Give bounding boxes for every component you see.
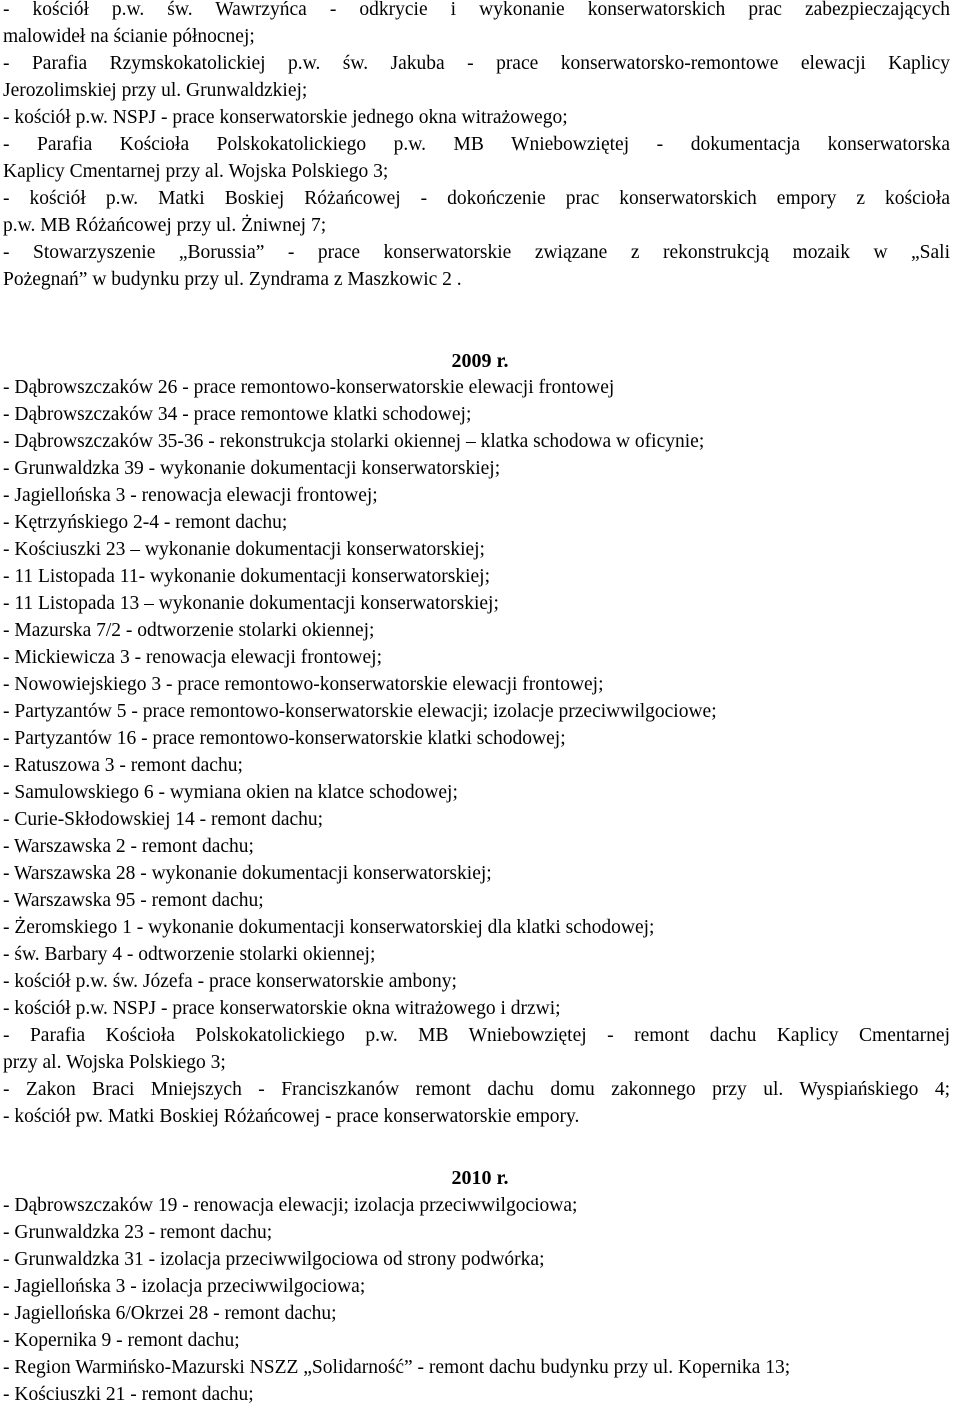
list-item: - kościół p.w. NSPJ - prace konserwatorskie jednego okna witrażowego; (3, 107, 568, 128)
list-item: - Parafia Kościoła Polskokatolickiego p.w. MB Wniebowziętej - remont dachu Kaplicy Cmentarnej (3, 1025, 950, 1046)
list-item: - Warszawska 2 - remont dachu; (3, 836, 254, 857)
list-item: - Partyzantów 16 - prace remontowo-konserwatorskie klatki schodowej; (3, 728, 566, 749)
list-item: - Jagiellońska 3 - izolacja przeciwwilgociowa; (3, 1276, 366, 1297)
list-item: Jerozolimskiej przy ul. Grunwaldzkiej; (3, 80, 308, 101)
list-item: - Kościuszki 23 – wykonanie dokumentacji konserwatorskiej; (3, 539, 485, 560)
list-item: - Dąbrowszczaków 35-36 - rekonstrukcja stolarki okiennej – klatka schodowa w oficynie; (3, 431, 705, 452)
list-item: - Samulowskiego 6 - wymiana okien na klatce schodowej; (3, 782, 458, 803)
list-item: - Partyzantów 5 - prace remontowo-konserwatorskie elewacji; izolacje przeciwwilgociowe; (3, 701, 717, 722)
list-item: - kościół p.w. św. Wawrzyńca - odkrycie i wykonanie konserwatorskich prac zabezpieczających (3, 0, 950, 20)
list-item: - kościół p.w. Matki Boskiej Różańcowej - dokończenie prac konserwatorskich empory z kościoła (3, 188, 950, 209)
list-item: - Mickiewicza 3 - renowacja elewacji frontowej; (3, 647, 382, 668)
list-item: - Zakon Braci Mniejszych - Franciszkanów remont dachu domu zakonnego przy ul. Wyspiańskiego 4; (3, 1079, 950, 1100)
list-item: - Mazurska 7/2 - odtworzenie stolarki okiennej; (3, 620, 375, 641)
section-heading: 2009 r. (451, 350, 509, 372)
list-item: - Dąbrowszczaków 34 - prace remontowe klatki schodowej; (3, 404, 472, 425)
list-item: - Kopernika 9 - remont dachu; (3, 1330, 240, 1351)
list-item: - Ratuszowa 3 - remont dachu; (3, 755, 243, 776)
list-item: malowideł na ścianie północnej; (3, 26, 255, 47)
list-item: - Nowowiejskiego 3 - prace remontowo-konserwatorskie elewacji frontowej; (3, 674, 604, 695)
list-item: - Żeromskiego 1 - wykonanie dokumentacji konserwatorskiej dla klatki schodowej; (3, 917, 655, 938)
section-heading: 2010 r. (451, 1167, 509, 1189)
list-item: - Region Warmińsko-Mazurski NSZZ „Solidarność” - remont dachu budynku przy ul. Kopernika 13; (3, 1357, 791, 1378)
list-item: - Dąbrowszczaków 19 - renowacja elewacji; izolacja przeciwwilgociowa; (3, 1195, 578, 1216)
list-item: - 11 Listopada 13 – wykonanie dokumentacji konserwatorskiej; (3, 593, 499, 614)
list-item: - Jagiellońska 6/Okrzei 28 - remont dachu; (3, 1303, 337, 1324)
list-item: - kościół p.w. św. Józefa - prace konserwatorskie ambony; (3, 971, 457, 992)
list-item: - Warszawska 95 - remont dachu; (3, 890, 264, 911)
list-item: - Kętrzyńskiego 2-4 - remont dachu; (3, 512, 288, 533)
list-item: - Grunwaldzka 23 - remont dachu; (3, 1222, 273, 1243)
list-item: - kościół p.w. NSPJ - prace konserwatorskie okna witrażowego i drzwi; (3, 998, 561, 1019)
list-item: - Grunwaldzka 39 - wykonanie dokumentacji konserwatorskiej; (3, 458, 501, 479)
list-item: p.w. MB Różańcowej przy ul. Żniwnej 7; (3, 215, 327, 236)
list-item: - Stowarzyszenie „Borussia” - prace konserwatorskie związane z rekonstrukcją mozaik w „Sali (3, 242, 950, 263)
list-item: - Dąbrowszczaków 26 - prace remontowo-konserwatorskie elewacji frontowej (3, 377, 615, 398)
list-item: - Curie-Skłodowskiej 14 - remont dachu; (3, 809, 324, 830)
list-item: - Kościuszki 21 - remont dachu; (3, 1384, 254, 1405)
list-item: - Warszawska 28 - wykonanie dokumentacji konserwatorskiej; (3, 863, 492, 884)
list-item: - Parafia Kościoła Polskokatolickiego p.w. MB Wniebowziętej - dokumentacja konserwatorska (3, 134, 950, 155)
list-item: - kościół pw. Matki Boskiej Różańcowej - prace konserwatorskie empory. (3, 1106, 580, 1127)
list-item: Pożegnań” w budynku przy ul. Zyndrama z Maszkowic 2 . (3, 269, 462, 290)
list-item: - św. Barbary 4 - odtworzenie stolarki okiennej; (3, 944, 376, 965)
list-item: przy al. Wojska Polskiego 3; (3, 1052, 226, 1073)
list-item: - 11 Listopada 11- wykonanie dokumentacji konserwatorskiej; (3, 566, 491, 587)
list-item: - Grunwaldzka 31 - izolacja przeciwwilgociowa od strony podwórka; (3, 1249, 545, 1270)
list-item: - Parafia Rzymskokatolickiej p.w. św. Jakuba - prace konserwatorsko-remontowe elewacji Kaplicy (3, 53, 950, 74)
list-item: - Jagiellońska 3 - renowacja elewacji frontowej; (3, 485, 378, 506)
list-item: Kaplicy Cmentarnej przy al. Wojska Polskiego 3; (3, 161, 389, 182)
